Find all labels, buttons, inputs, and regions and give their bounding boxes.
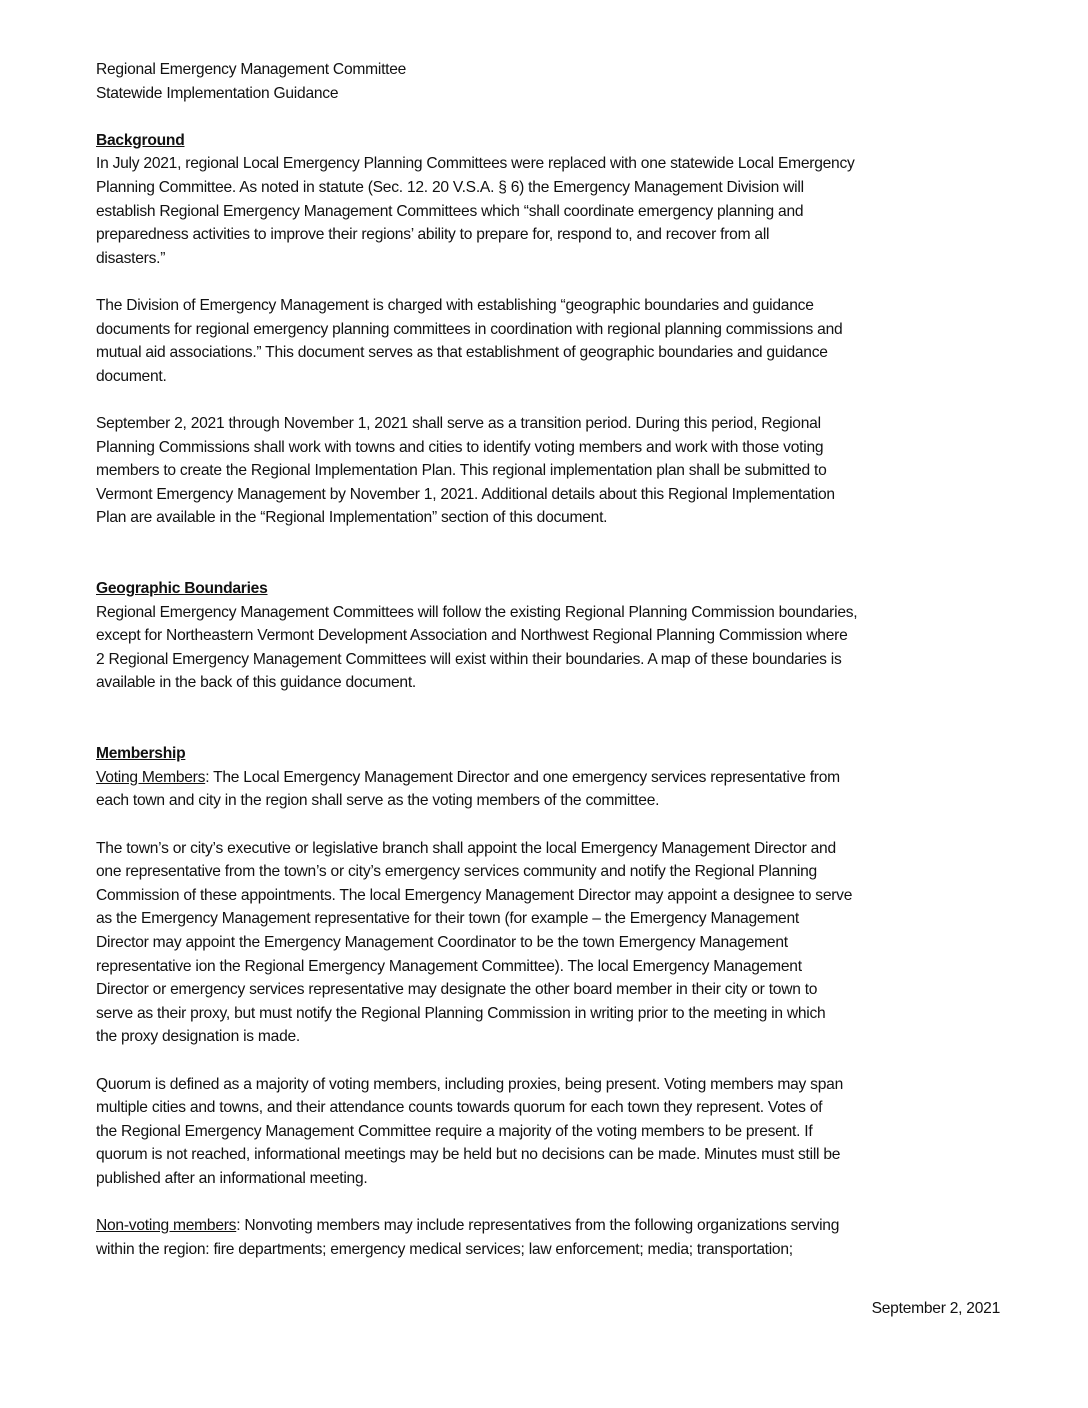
background-paragraph-1 — [96, 152, 996, 270]
non-voting-members-paragraph — [96, 1214, 996, 1261]
voting-members-paragraph — [96, 766, 996, 813]
title-line: Regional Emergency Management Committee — [96, 61, 407, 78]
voting-members-text: : The Local Emergency Management Director and one emergency services representative from — [205, 768, 840, 786]
non-voting-members-text: : Nonvoting members may include representatives from the following organizations serving — [236, 1217, 840, 1235]
text-line: Plan are available in the “Regional Implementation” section of this document. — [96, 509, 608, 527]
section-heading-background: Background — [96, 131, 185, 149]
spacer — [96, 719, 996, 743]
section-geographic-boundaries — [96, 577, 996, 695]
text-line: The Division of Emergency Management is charged with establishing “geographic boundaries and guidance — [96, 296, 814, 314]
text-line: as the Emergency Management representative for their town (for example – the Emergency Management — [96, 910, 799, 928]
section-heading-membership: Membership — [96, 745, 186, 763]
voting-members-label: Voting Members — [96, 768, 206, 786]
text-line: Planning Committee. As noted in statute (Sec. 12. 20 V.S.A. § 6) the Emergency Management Division will — [96, 178, 804, 196]
text-line: multiple cities and towns, and their attendance counts towards quorum for each town they represent. Votes of — [96, 1099, 823, 1117]
text-line: each town and city in the region shall serve as the voting members of the committee. — [96, 792, 660, 810]
spacer — [96, 530, 996, 554]
text-line: the Regional Emergency Management Committee require a majority of the voting members to be present. If — [96, 1122, 813, 1140]
geographic-paragraph-1 — [96, 601, 996, 695]
text-line: Regional Emergency Management Committees will follow the existing Regional Planning Commission boundaries, — [96, 603, 858, 621]
text-line: quorum is not reached, informational meetings may be held but no decisions can be made. Minutes must still be — [96, 1146, 841, 1164]
text-line: Director may appoint the Emergency Management Coordinator to be the town Emergency Management — [96, 933, 788, 951]
text-line: Commission of these appointments. The local Emergency Management Director may appoint a designee to serve — [96, 886, 853, 904]
text-line: The town’s or city’s executive or legislative branch shall appoint the local Emergency Management Director and — [96, 839, 836, 857]
quorum-paragraph — [96, 1073, 996, 1191]
document-title — [96, 58, 996, 105]
document-body — [96, 58, 996, 1261]
non-voting-members-label: Non-voting members — [96, 1217, 237, 1235]
text-line: Quorum is defined as a majority of voting members, including proxies, being present. Voting members may span — [96, 1075, 843, 1093]
text-line: published after an informational meeting. — [96, 1169, 368, 1187]
text-line: serve as their proxy, but must notify the Regional Planning Commission in writing prior to the meeting in which — [96, 1004, 826, 1022]
text-line: representative ion the Regional Emergency Management Committee). The local Emergency Management — [96, 957, 802, 975]
text-line: Vermont Emergency Management by November 1, 2021. Additional details about this Regional Implementation — [96, 485, 835, 503]
text-line: 2 Regional Emergency Management Committees will exist within their boundaries. A map of these boundaries is — [96, 650, 842, 668]
spacer — [96, 1191, 996, 1215]
text-line: establish Regional Emergency Management Committees which “shall coordinate emergency planning and — [96, 202, 804, 220]
text-line: members to create the Regional Implementation Plan. This regional implementation plan shall be submitted to — [96, 462, 827, 480]
text-line — [96, 766, 996, 790]
section-heading-geographic-boundaries: Geographic Boundaries — [96, 580, 268, 598]
text-line: September 2, 2021 through November 1, 2021 shall serve as a transition period. During this period, Regional — [96, 414, 821, 432]
text-line: disasters.” — [96, 249, 166, 267]
text-line: one representative from the town’s or city’s emergency services community and notify the Regional Planning — [96, 863, 817, 881]
text-line: the proxy designation is made. — [96, 1028, 301, 1046]
text-line: Planning Commissions shall work with towns and cities to identify voting members and work with those voting — [96, 438, 824, 456]
text-line: document. — [96, 367, 167, 385]
subtitle-line: Statewide Implementation Guidance — [96, 84, 339, 102]
spacer — [96, 1049, 996, 1073]
text-line: preparedness activities to improve their regions’ ability to prepare for, respond to, and recover from all — [96, 226, 770, 244]
text-line: except for Northeastern Vermont Development Association and Northwest Regional Planning Commission where — [96, 627, 848, 645]
spacer — [96, 270, 996, 294]
text-line: Director or emergency services representative may designate the other board member in their city or town to — [96, 981, 818, 999]
spacer — [96, 388, 996, 412]
section-membership — [96, 742, 996, 1261]
text-line — [96, 1214, 996, 1238]
text-line: available in the back of this guidance document. — [96, 674, 417, 692]
text-line: In July 2021, regional Local Emergency Planning Committees were replaced with one statewide Local Emergency — [96, 155, 855, 173]
appointment-paragraph — [96, 837, 996, 1049]
background-paragraph-3 — [96, 412, 996, 530]
background-paragraph-2 — [96, 294, 996, 388]
section-background — [96, 129, 996, 530]
spacer — [96, 553, 996, 577]
spacer — [96, 813, 996, 837]
text-line: mutual aid associations.” This document serves as that establishment of geographic boundaries and guidance — [96, 344, 828, 362]
text-line: within the region: fire departments; emergency medical services; law enforcement; media; transportation; — [96, 1240, 793, 1258]
spacer — [96, 105, 996, 129]
footer-date: September 2, 2021 — [871, 1300, 1000, 1317]
spacer — [96, 695, 996, 719]
text-line: documents for regional emergency planning committees in coordination with regional planning commissions and — [96, 320, 843, 338]
